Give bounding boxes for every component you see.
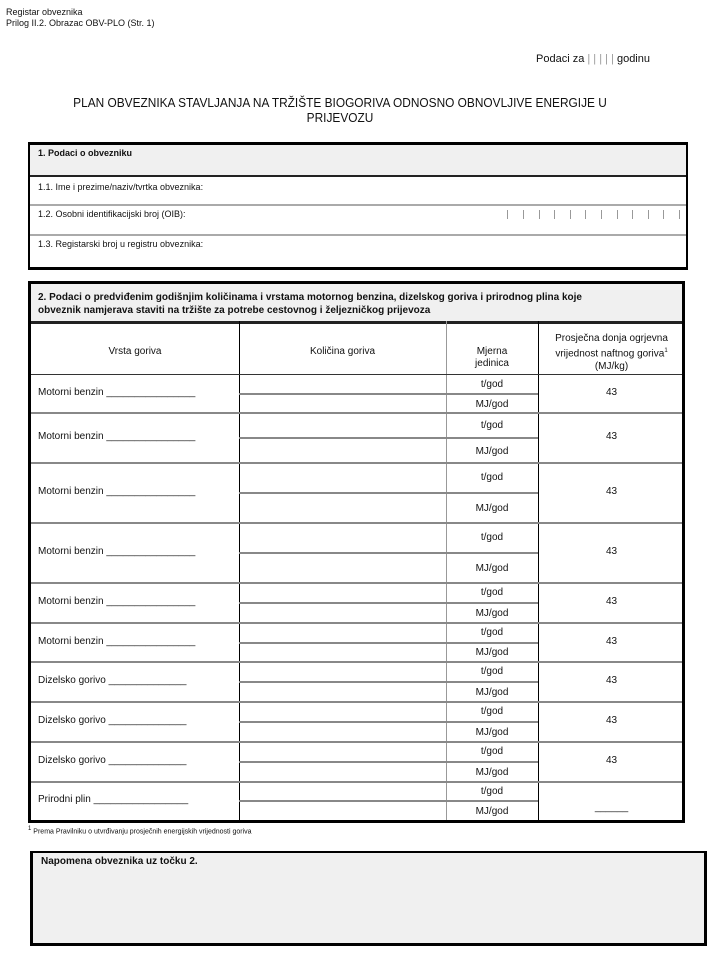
unit-mj-per-year: MJ/god <box>475 608 509 619</box>
document-header <box>6 7 155 29</box>
unit-tonnes-per-year: t/god <box>480 706 504 717</box>
unit-mj-per-year: MJ/god <box>475 445 509 457</box>
fuel-type-label[interactable]: Motorni benzin ________________ <box>38 486 196 497</box>
heating-value: 43 <box>605 431 618 442</box>
quantity-tonnes-input[interactable] <box>240 662 446 681</box>
quantity-mj-input[interactable] <box>240 438 446 462</box>
unit-tonnes-per-year: t/god <box>480 587 504 598</box>
footnote-text: Prema Pravilniku o utvrđivanju prosječnih energijskih vrijednosti goriva <box>33 828 252 836</box>
unit-mj-per-year: MJ/god <box>475 805 509 817</box>
oib-digit-box[interactable] <box>570 210 586 219</box>
section2-heading-line-2: obveznik namjerava staviti na tržište za potrebe cestovnog i željezničkog prijevoza <box>38 305 431 316</box>
column-header-quantity: Količina goriva <box>309 346 376 357</box>
column-header-fuel-type: Vrsta goriva <box>108 346 162 357</box>
unit-mj-per-year: MJ/god <box>475 563 509 574</box>
quantity-mj-input[interactable] <box>240 603 446 622</box>
quantity-mj-input[interactable] <box>240 553 446 582</box>
obligor-note-label: Napomena obveznika uz točku 2. <box>41 856 198 867</box>
column-header-heating-value <box>538 332 685 373</box>
value-header-line-2 <box>538 345 685 360</box>
section2-heading-line-1: 2. Podaci o predviđenim godišnjim količinama i vrstama motornog benzina, dizelskog goriva i prirodnog plina koje <box>38 292 582 303</box>
title-line-1: PLAN OBVEZNIKA STAVLJANJA NA TRŽIŠTE BIOGORIVA ODNOSNO OBNOVLJIVE ENERGIJE U <box>73 96 607 110</box>
oib-digit-box[interactable] <box>663 210 680 219</box>
quantity-tonnes-input[interactable] <box>240 375 446 393</box>
oib-field-label: 1.2. Osobni identifikacijski broj (OIB): <box>38 209 186 219</box>
section-obligor-info <box>28 142 688 270</box>
unit-mj-per-year: MJ/god <box>475 727 509 738</box>
fuel-type-label[interactable]: Dizelsko gorivo ______________ <box>38 755 187 766</box>
oib-digit-boxes[interactable] <box>507 210 680 219</box>
fuel-type-label[interactable]: Dizelsko gorivo ______________ <box>38 715 187 726</box>
form-reference: Prilog II.2. Obrazac OBV-PLO (Str. 1) <box>6 18 155 28</box>
heating-value: 43 <box>605 635 618 647</box>
quantity-mj-input[interactable] <box>240 394 446 412</box>
unit-tonnes-per-year: t/god <box>480 746 504 757</box>
fuel-type-label[interactable]: Motorni benzin ________________ <box>38 387 196 398</box>
register-label: Registar obveznika <box>6 7 83 17</box>
quantity-tonnes-input[interactable] <box>240 702 446 721</box>
quantity-mj-input[interactable] <box>240 801 446 819</box>
column-header-unit <box>446 346 538 370</box>
quantity-mj-input[interactable] <box>240 682 446 701</box>
heating-value: 43 <box>605 387 618 398</box>
title-line-2: PRIJEVOZU <box>306 111 374 125</box>
unit-tonnes-per-year: t/god <box>480 378 504 390</box>
oib-digit-box[interactable] <box>554 210 570 219</box>
quantity-tonnes-input[interactable] <box>240 583 446 602</box>
heating-value: ______ <box>594 802 629 813</box>
fuel-type-label[interactable]: Prirodni plin _________________ <box>38 794 189 805</box>
fuel-type-label[interactable]: Motorni benzin ________________ <box>38 635 196 647</box>
heating-value: 43 <box>605 486 618 497</box>
unit-mj-per-year: MJ/god <box>475 767 509 778</box>
oib-digit-box[interactable] <box>648 210 664 219</box>
year-suffix: godinu <box>616 53 650 65</box>
unit-tonnes-per-year: t/god <box>480 472 504 483</box>
unit-mj-per-year: MJ/god <box>475 687 509 698</box>
oib-digit-box[interactable] <box>632 210 648 219</box>
registry-number-field[interactable] <box>30 236 686 265</box>
section2-heading <box>31 284 682 324</box>
value-header-line-1: Prosječna donja ogrjevna <box>555 333 668 344</box>
oib-digit-box[interactable] <box>585 210 601 219</box>
section1-heading: 1. Podaci o obvezniku <box>30 145 686 177</box>
footnote <box>28 826 252 835</box>
quantity-tonnes-input[interactable] <box>240 523 446 552</box>
quantity-tonnes-input[interactable] <box>240 413 446 437</box>
value-header-line-2-text: vrijednost naftnog goriva <box>555 348 665 360</box>
unit-mj-per-year: MJ/god <box>475 647 509 659</box>
unit-header-line-2: jedinica <box>475 358 509 369</box>
unit-tonnes-per-year: t/god <box>480 532 504 543</box>
quantity-tonnes-input[interactable] <box>240 463 446 492</box>
oib-digit-box[interactable] <box>523 210 539 219</box>
name-field[interactable] <box>30 179 686 206</box>
unit-mj-per-year: MJ/god <box>475 398 509 410</box>
year-prefix: Podaci za <box>536 53 585 65</box>
heating-value: 43 <box>605 675 618 686</box>
oib-digit-box[interactable] <box>539 210 555 219</box>
quantity-mj-input[interactable] <box>240 722 446 741</box>
obligor-note-field[interactable] <box>30 851 707 946</box>
unit-tonnes-per-year: t/god <box>480 785 504 797</box>
oib-digit-box[interactable] <box>507 210 523 219</box>
oib-digit-box[interactable] <box>617 210 633 219</box>
heating-value: 43 <box>605 546 618 557</box>
unit-tonnes-per-year: t/god <box>480 626 504 638</box>
oib-field[interactable] <box>30 206 686 236</box>
heating-value: 43 <box>605 596 618 607</box>
quantity-mj-input[interactable] <box>240 643 446 662</box>
quantity-mj-input[interactable] <box>240 762 446 781</box>
quantity-tonnes-input[interactable] <box>240 742 446 761</box>
heating-value: 43 <box>605 755 618 766</box>
quantity-tonnes-input[interactable] <box>240 623 446 642</box>
section-fuel-quantities <box>28 281 685 823</box>
unit-mj-per-year: MJ/god <box>475 503 509 514</box>
unit-tonnes-per-year: t/god <box>480 419 504 431</box>
heating-value: 43 <box>605 715 618 726</box>
value-header-line-3: (MJ/kg) <box>594 361 629 373</box>
quantity-mj-input[interactable] <box>240 493 446 522</box>
unit-header-line-1: Mjerna <box>476 346 508 357</box>
fuel-type-label[interactable]: Dizelsko gorivo ______________ <box>38 675 187 686</box>
footnote-number: 1 <box>28 826 32 832</box>
oib-digit-box[interactable] <box>601 210 617 219</box>
year-field <box>536 53 650 65</box>
name-field-label: 1.1. Ime i prezime/naziv/tvrtka obveznika: <box>38 182 204 192</box>
year-input-boxes[interactable]: | | | | | <box>587 53 614 65</box>
registry-number-label: 1.3. Registarski broj u registru obveznika: <box>38 239 204 249</box>
fuel-type-label[interactable]: Motorni benzin ________________ <box>38 431 196 442</box>
fuel-type-label[interactable]: Motorni benzin ________________ <box>38 546 196 557</box>
page-title <box>36 96 644 126</box>
fuel-type-label[interactable]: Motorni benzin ________________ <box>38 596 196 607</box>
unit-tonnes-per-year: t/god <box>480 666 504 677</box>
quantity-tonnes-input[interactable] <box>240 782 446 800</box>
footnote-marker: 1 <box>664 348 668 354</box>
